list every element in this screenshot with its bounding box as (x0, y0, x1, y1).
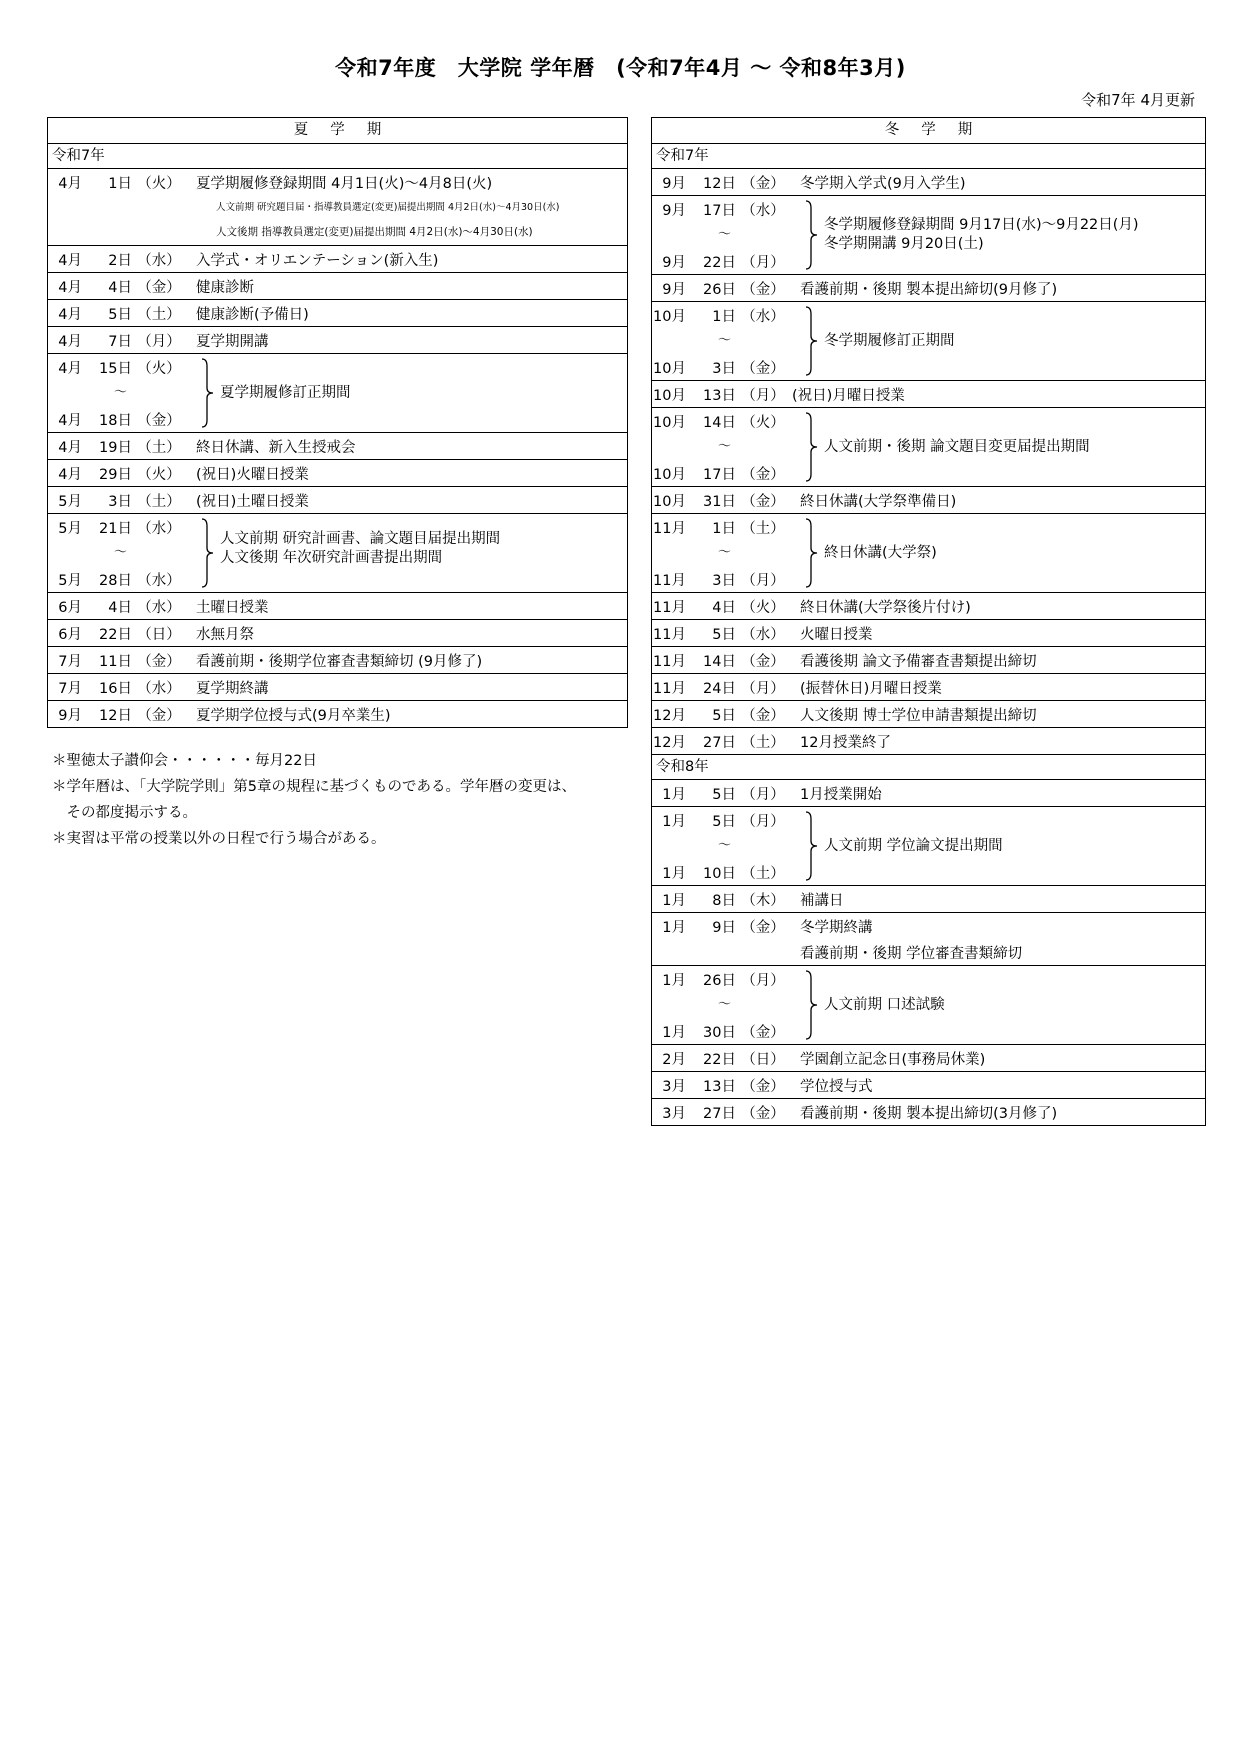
month: 1月 (662, 813, 686, 830)
range-tilde: 〜 (114, 385, 128, 400)
event: 人文前期 学位論文提出期間 (824, 837, 1003, 854)
footnote: ＊聖徳太子讃仰会・・・・・・毎月22日 (52, 753, 317, 769)
event: 看護前期・後期 学位審査書類締切 (800, 945, 1023, 962)
weekday: （月） (137, 333, 181, 350)
day: 13日 (703, 1078, 736, 1095)
event: 看護後期 論文予備審査書類提出締切 (800, 653, 1037, 670)
day: 12日 (99, 707, 132, 724)
event: 人文後期 年次研究計画書提出期間 (220, 550, 443, 566)
day: 13日 (703, 387, 736, 404)
table-row (48, 273, 628, 300)
event: 学位授与式 (800, 1078, 873, 1095)
summer-term-table (47, 117, 628, 728)
event: 人文前期・後期 論文題目変更届提出期間 (824, 438, 1090, 455)
table-row (652, 780, 1206, 807)
event: 健康診断(予備日) (196, 306, 309, 323)
month: 1月 (662, 892, 686, 909)
day: 18日 (99, 412, 132, 429)
brace-icon (805, 514, 818, 592)
day: 21日 (99, 520, 132, 537)
winter-year-label: 令和8年 (652, 755, 1206, 780)
month: 9月 (662, 202, 686, 219)
event: 12月授業終了 (800, 734, 891, 751)
weekday: （水） (137, 520, 181, 537)
event: 人文前期 研究計画書、論文題目届提出期間 (220, 531, 501, 547)
weekday: （土） (741, 734, 785, 751)
month: 10月 (653, 360, 686, 377)
day: 30日 (703, 1024, 736, 1041)
day: 28日 (99, 572, 132, 589)
month: 2月 (662, 1051, 686, 1068)
month: 12月 (653, 734, 686, 751)
day: 3日 (108, 493, 132, 510)
day: 29日 (99, 466, 132, 483)
weekday: （月） (741, 254, 785, 271)
table-row (652, 275, 1206, 302)
event: 看護前期・後期学位審査書類締切 (9月修了) (196, 653, 483, 670)
day: 16日 (99, 680, 132, 697)
event: 終日休講(大学祭) (824, 544, 937, 561)
day: 22日 (703, 254, 736, 271)
day: 1日 (108, 175, 132, 192)
day: 10日 (703, 865, 736, 882)
month: 11月 (653, 572, 686, 589)
range-tilde: 〜 (718, 227, 732, 242)
month: 3月 (662, 1078, 686, 1095)
weekday: （木） (741, 892, 785, 909)
event: (祝日)火曜日授業 (196, 466, 309, 483)
day: 12日 (703, 175, 736, 192)
footnotes (52, 748, 576, 852)
event: 人文後期 博士学位申請書類提出締切 (800, 707, 1037, 724)
table-row (48, 300, 628, 327)
day: 24日 (703, 680, 736, 697)
day: 17日 (703, 202, 736, 219)
brace-icon (201, 514, 214, 592)
event: 火曜日授業 (800, 626, 873, 643)
event-subnote: 人文後期 指導教員選定(変更)届提出期間 4月2日(水)〜4月30日(水) (216, 226, 533, 238)
updated-date: 令和7年 4月更新 (1081, 91, 1195, 109)
table-row (48, 593, 628, 620)
weekday: （金） (741, 919, 785, 936)
event: 看護前期・後期 製本提出締切(3月修了) (800, 1105, 1058, 1122)
weekday: （水） (137, 599, 181, 616)
winter-year-label: 令和7年 (652, 144, 1206, 169)
table-row (48, 460, 628, 487)
weekday: （月） (741, 387, 785, 404)
event: 土曜日授業 (196, 599, 269, 616)
day: 7日 (108, 333, 132, 350)
day: 31日 (703, 493, 736, 510)
weekday: （月） (741, 786, 785, 803)
event: (祝日)土曜日授業 (196, 493, 309, 510)
winter-header: 冬学期 (652, 118, 1206, 144)
day: 4日 (108, 279, 132, 296)
table-row (652, 886, 1206, 913)
event: 1月授業開始 (800, 786, 882, 803)
weekday: （土） (137, 493, 181, 510)
weekday: （金） (741, 1105, 785, 1122)
range-tilde: 〜 (718, 333, 732, 348)
day: 4日 (108, 599, 132, 616)
month: 6月 (58, 599, 82, 616)
weekday: （火） (137, 360, 181, 377)
event: 冬学期入学式(9月入学生) (800, 175, 966, 192)
table-row (652, 593, 1206, 620)
month: 4月 (58, 252, 82, 269)
event: 終日休講(大学祭準備日) (800, 493, 957, 510)
month: 1月 (662, 972, 686, 989)
brace-icon (805, 966, 818, 1044)
month: 12月 (653, 707, 686, 724)
month: 4月 (58, 279, 82, 296)
event: 冬学期開講 9月20日(土) (824, 236, 984, 252)
table-row (48, 487, 628, 514)
event: 入学式・オリエンテーション(新入生) (196, 252, 439, 269)
table-row (652, 674, 1206, 701)
month: 9月 (662, 281, 686, 298)
weekday: （金） (741, 281, 785, 298)
weekday: （金） (741, 466, 785, 483)
table-row (652, 620, 1206, 647)
day: 3日 (712, 360, 736, 377)
day: 27日 (703, 1105, 736, 1122)
weekday: （土） (137, 439, 181, 456)
day: 22日 (703, 1051, 736, 1068)
weekday: （金） (741, 1078, 785, 1095)
table-row (48, 701, 628, 728)
range-tilde: 〜 (114, 545, 128, 560)
month: 11月 (653, 680, 686, 697)
weekday: （水） (137, 572, 181, 589)
month: 7月 (58, 653, 82, 670)
event-subnote: 人文前期 研究題目届・指導教員選定(変更)届提出期間 4月2日(水)〜4月30日(水) (216, 202, 560, 213)
weekday: （金） (137, 653, 181, 670)
day: 26日 (703, 281, 736, 298)
month: 1月 (662, 919, 686, 936)
event: 人文前期 口述試験 (824, 996, 945, 1013)
brace-icon (201, 354, 214, 432)
month: 4月 (58, 466, 82, 483)
weekday: （水） (741, 202, 785, 219)
day: 5日 (712, 707, 736, 724)
table-row-range (652, 302, 1206, 381)
table-row (48, 647, 628, 674)
day: 8日 (712, 892, 736, 909)
event: 夏学期開講 (196, 333, 269, 350)
month: 4月 (58, 306, 82, 323)
weekday: （金） (137, 707, 181, 724)
table-row-range (652, 408, 1206, 487)
weekday: （水） (137, 680, 181, 697)
day: 11日 (99, 653, 132, 670)
table-row (48, 246, 628, 273)
page-title: 令和7年度 大学院 学年暦 (令和7年4月 〜 令和8年3月) (335, 56, 906, 80)
month: 11月 (653, 653, 686, 670)
day: 15日 (99, 360, 132, 377)
day: 1日 (712, 520, 736, 537)
month: 1月 (662, 865, 686, 882)
month: 10月 (653, 414, 686, 431)
footnote: ＊実習は平常の授業以外の日程で行う場合がある。 (52, 831, 386, 847)
month: 6月 (58, 626, 82, 643)
weekday: （金） (741, 493, 785, 510)
summer-year-label: 令和7年 (48, 144, 628, 169)
table-row (48, 620, 628, 647)
table-row (652, 701, 1206, 728)
table-row (652, 169, 1206, 196)
table-row-range (48, 514, 628, 593)
weekday: （金） (741, 707, 785, 724)
event: 冬学期終講 (800, 919, 873, 936)
table-row-range (652, 807, 1206, 886)
day: 17日 (703, 466, 736, 483)
table-row (652, 1099, 1206, 1126)
day: 4日 (712, 599, 736, 616)
event: 冬学期履修登録期間 9月17日(水)〜9月22日(月) (824, 217, 1139, 233)
weekday: （月） (741, 572, 785, 589)
summer-header: 夏学期 (48, 118, 628, 144)
day: 9日 (712, 919, 736, 936)
table-row (652, 647, 1206, 674)
weekday: （金） (137, 279, 181, 296)
winter-term-table (651, 117, 1206, 1126)
weekday: （水） (137, 252, 181, 269)
day: 22日 (99, 626, 132, 643)
table-row (652, 381, 1206, 408)
weekday: （金） (137, 412, 181, 429)
month: 9月 (662, 254, 686, 271)
range-tilde: 〜 (718, 439, 732, 454)
event: 終日休講、新入生授戒会 (196, 439, 356, 456)
month: 7月 (58, 680, 82, 697)
day: 5日 (108, 306, 132, 323)
weekday: （土） (741, 865, 785, 882)
weekday: （水） (741, 308, 785, 325)
brace-icon (805, 302, 818, 380)
month: 3月 (662, 1105, 686, 1122)
footnote: その都度掲示する。 (52, 805, 197, 821)
day: 26日 (703, 972, 736, 989)
weekday: （土） (741, 520, 785, 537)
weekday: （火） (137, 466, 181, 483)
weekday: （月） (741, 813, 785, 830)
month: 10月 (653, 466, 686, 483)
event: 夏学期終講 (196, 680, 269, 697)
event: 学園創立記念日(事務局休業) (800, 1051, 986, 1068)
event: 夏学期履修登録期間 4月1日(火)〜4月8日(火) (196, 175, 493, 192)
event: (祝日)月曜日授業 (792, 387, 905, 404)
weekday: （月） (741, 680, 785, 697)
month: 11月 (653, 599, 686, 616)
table-row (652, 487, 1206, 514)
month: 4月 (58, 412, 82, 429)
event: (振替休日)月曜日授業 (800, 680, 942, 697)
day: 2日 (108, 252, 132, 269)
month: 1月 (662, 786, 686, 803)
table-row (48, 674, 628, 701)
day: 5日 (712, 626, 736, 643)
table-row (48, 169, 628, 246)
event: 冬学期履修訂正期間 (824, 332, 955, 349)
table-row (652, 1072, 1206, 1099)
range-tilde: 〜 (718, 997, 732, 1012)
day: 27日 (703, 734, 736, 751)
table-row (652, 1045, 1206, 1072)
footnote: ＊学年暦は、「大学院学則」第5章の規程に基づくものである。学年暦の変更は、 (52, 779, 576, 795)
weekday: （日） (137, 626, 181, 643)
weekday: （水） (741, 626, 785, 643)
weekday: （金） (741, 1024, 785, 1041)
brace-icon (805, 196, 818, 274)
event: 終日休講(大学祭後片付け) (800, 599, 971, 616)
table-row (48, 433, 628, 460)
day: 3日 (712, 572, 736, 589)
event: 夏学期学位授与式(9月卒業生) (196, 707, 391, 724)
weekday: （火） (741, 414, 785, 431)
table-row (652, 728, 1206, 755)
weekday: （火） (137, 175, 181, 192)
month: 11月 (653, 626, 686, 643)
month: 5月 (58, 572, 82, 589)
brace-icon (805, 408, 818, 486)
month: 9月 (58, 707, 82, 724)
month: 10月 (653, 308, 686, 325)
day: 19日 (99, 439, 132, 456)
day: 5日 (712, 813, 736, 830)
table-row (48, 327, 628, 354)
weekday: （火） (741, 599, 785, 616)
weekday: （土） (137, 306, 181, 323)
table-row (652, 913, 1206, 966)
table-row-range (652, 514, 1206, 593)
day: 14日 (703, 414, 736, 431)
month: 11月 (653, 520, 686, 537)
month: 4月 (58, 175, 82, 192)
month: 10月 (653, 387, 686, 404)
weekday: （金） (741, 360, 785, 377)
range-tilde: 〜 (718, 838, 732, 853)
month: 4月 (58, 439, 82, 456)
range-tilde: 〜 (718, 545, 732, 560)
month: 5月 (58, 520, 82, 537)
weekday: （月） (741, 972, 785, 989)
event: 健康診断 (196, 279, 254, 296)
event: 看護前期・後期 製本提出締切(9月修了) (800, 281, 1058, 298)
day: 1日 (712, 308, 736, 325)
month: 1月 (662, 1024, 686, 1041)
weekday: （日） (741, 1051, 785, 1068)
weekday: （金） (741, 653, 785, 670)
event: 補講日 (800, 892, 844, 909)
day: 5日 (712, 786, 736, 803)
month: 9月 (662, 175, 686, 192)
day: 14日 (703, 653, 736, 670)
month: 10月 (653, 493, 686, 510)
month: 4月 (58, 333, 82, 350)
table-row-range (652, 196, 1206, 275)
brace-icon (805, 807, 818, 885)
event: 水無月祭 (196, 626, 254, 643)
event: 夏学期履修訂正期間 (220, 384, 351, 401)
table-row-range (652, 966, 1206, 1045)
table-row-range (48, 354, 628, 433)
month: 4月 (58, 360, 82, 377)
weekday: （金） (741, 175, 785, 192)
month: 5月 (58, 493, 82, 510)
